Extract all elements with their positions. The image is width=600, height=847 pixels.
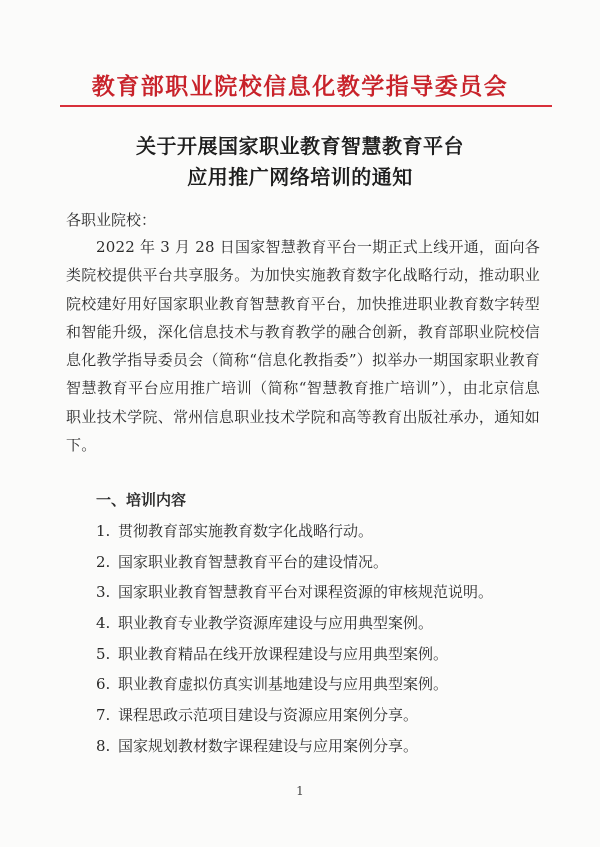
list-item-number: 1. <box>96 522 111 540</box>
training-content-list <box>96 516 546 762</box>
list-item <box>96 700 546 731</box>
list-item <box>96 731 546 762</box>
list-item-text: 国家职业教育智慧教育平台对课程资源的审核规范说明。 <box>118 583 494 602</box>
list-item <box>96 516 546 547</box>
list-item-number: 2. <box>96 552 111 571</box>
list-item-number: 4. <box>96 614 111 633</box>
red-header-rule <box>60 105 552 107</box>
issuing-organization-header: 教育部职业院校信息化教学指导委员会 <box>91 74 509 100</box>
list-item <box>96 547 546 578</box>
list-item-text: 国家职业教育智慧教育平台的建设情况。 <box>118 552 389 571</box>
list-item-text: 课程思政示范项目建设与资源应用案例分享。 <box>118 706 419 725</box>
page-number: 1 <box>296 784 304 798</box>
list-item-number: 5. <box>96 644 111 663</box>
section-heading-training-content: 一、培训内容 <box>96 491 187 509</box>
list-item <box>96 608 546 639</box>
list-item-text: 国家规划教材数字课程建设与应用案例分享。 <box>118 736 419 755</box>
list-item-number: 6. <box>96 675 111 694</box>
salutation: 各职业院校： <box>66 211 157 229</box>
list-item-number: 3. <box>96 583 111 602</box>
list-item-number: 7. <box>96 706 111 725</box>
document-title-line-1: 关于开展国家职业教育智慧教育平台 <box>136 134 464 158</box>
list-item-number: 8. <box>96 736 111 755</box>
list-item <box>96 577 546 608</box>
document-title-line-2: 应用推广网络培训的通知 <box>187 165 413 189</box>
list-item-text: 贯彻教育部实施教育数字化战略行动。 <box>118 522 374 540</box>
list-item-text: 职业教育精品在线开放课程建设与应用典型案例。 <box>118 644 449 663</box>
list-item <box>96 669 546 700</box>
list-item-text: 职业教育虚拟仿真实训基地建设与应用典型案例。 <box>118 675 449 694</box>
intro-paragraph: 2022 年 3 月 28 日国家智慧教育平台一期正式上线开通，面向各类院校提供平台共享服务。为加快实施教育数字化战略行动，推动职业院校建好用好国家职业教育智慧教育平台，加快推进职业教育数字转型和智能升级，深化信息技术与教育教学的融合创新，教育部职业院校信息化教学指导委员会（简称“信息化教指委”）拟举办一期国家职业教育智慧教育平台应用推广培训（简称“智慧教育推广培训”），由北京信息职业技术学院、常州信息职业技术学院和高等教育出版社承办，通知如下。 <box>66 238 540 455</box>
list-item <box>96 639 546 670</box>
list-item-text: 职业教育专业教学资源库建设与应用典型案例。 <box>118 614 434 633</box>
